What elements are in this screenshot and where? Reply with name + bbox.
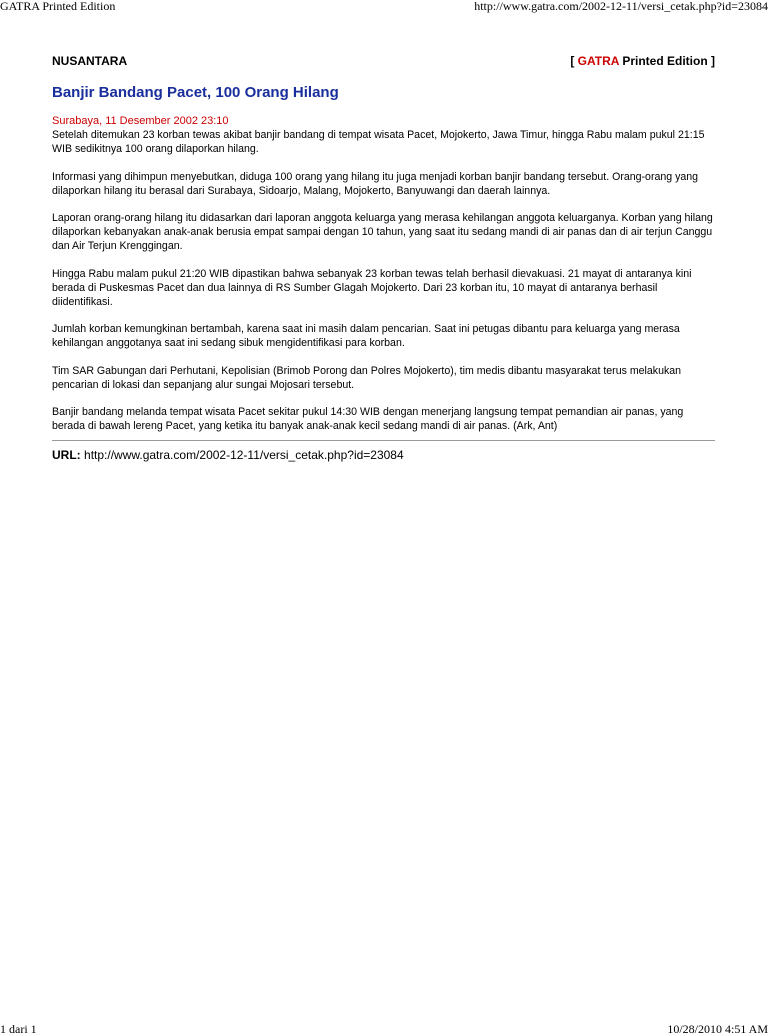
article-url-link[interactable]: http://www.gatra.com/2002-12-11/versi_cetak.php?id=23084 [84, 447, 404, 462]
article-body [52, 128, 715, 433]
article-paragraph: Laporan orang-orang hilang itu didasarkan dari laporan anggota keluarga yang merasa kehilangan anggota keluarganya. Korban yang hilang dilaporkan kebanyakan anak-anak berusia empat sampai dengan 10 tahun, yang saat itu sedang mandi di air panas dan di air terjun Canggu dan Air Terjun Krenggingan. [52, 212, 713, 252]
brand-name: GATRA [577, 54, 619, 68]
article-paragraph: Jumlah korban kemungkinan bertambah, karena saat ini masih dalam pencarian. Saat ini petugas dibantu para keluarga yang merasa kehilangan anggotanya saat ini sedang sibuk mengidentifikasi para korban. [52, 323, 680, 349]
article-paragraph: Hingga Rabu malam pukul 21:20 WIB dipastikan bahwa sebanyak 23 korban tewas telah berhasil dievakuasi. 21 mayat di antaranya kini berada di Puskesmas Pacet dan dua lainnya di RS Sumber Glagah Mojokerto. Dari 23 korban itu, 10 mayat di antaranya berhasil diidentifikasi. [52, 267, 692, 308]
divider [52, 440, 715, 441]
article-topbar [52, 54, 715, 70]
section-label: NUSANTARA [52, 54, 128, 68]
edition-rest: Printed Edition ] [619, 54, 715, 68]
page-count: 1 dari 1 [0, 1022, 37, 1036]
print-timestamp: 10/28/2010 4:51 AM [667, 1022, 768, 1036]
edition-open: [ [570, 54, 578, 68]
article [52, 54, 715, 463]
article-paragraph: Informasi yang dihimpun menyebutkan, diduga 100 orang yang hilang itu juga menjadi korban banjir bandang tersebut. Orang-orang yang dilaporkan hilang itu berasal dari Surabaya, Sidoarjo, Malang, Mojokerto, Banyuwangi dan daerah lainnya. [52, 170, 699, 197]
article-paragraph: Banjir bandang melanda tempat wisata Pacet sekitar pukul 14:30 WIB dengan menerjang langsung tempat pemandian air panas, yang berada di bawah lereng Pacet, yang ketika itu banyak anak-anak kecil sedang mandi di air panas. (Ark, Ant) [52, 406, 684, 432]
print-header-url: http://www.gatra.com/2002-12-11/versi_cetak.php?id=23084 [474, 0, 768, 13]
print-header-title: GATRA Printed Edition [0, 0, 116, 13]
article-url-line [52, 447, 715, 463]
edition-label [570, 54, 715, 68]
url-label: URL: [52, 447, 81, 462]
article-dateline: Surabaya, 11 Desember 2002 23:10 [52, 115, 229, 127]
article-headline: Banjir Bandang Pacet, 100 Orang Hilang [52, 84, 339, 101]
article-paragraph: Setelah ditemukan 23 korban tewas akibat banjir bandang di tempat wisata Pacet, Mojokerto, Jawa Timur, hingga Rabu malam pukul 21:15 WIB sedikitnya 100 orang dilaporkan hilang. [52, 129, 705, 155]
article-paragraph: Tim SAR Gabungan dari Perhutani, Kepolisian (Brimob Porong dan Polres Mojokerto), tim medis dibantu masyarakat terus melakukan pencarian di lokasi dan sepanjang alur sungai Mojosari tersebut. [52, 364, 682, 391]
